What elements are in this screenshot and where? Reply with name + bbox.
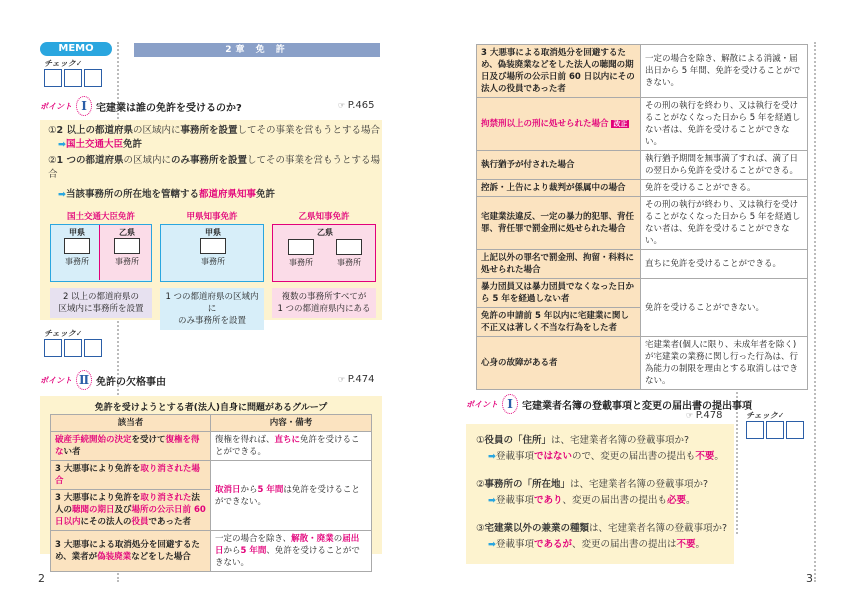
- answer-highlight: であり: [533, 495, 563, 506]
- table-cell: [51, 432, 211, 461]
- cell-highlight: 役員: [131, 517, 149, 527]
- office-icon: [336, 239, 362, 255]
- org-caption: [160, 288, 264, 330]
- caption-line: 1 つの都道府県内にある: [277, 304, 371, 314]
- office-house-b: [105, 227, 149, 267]
- case-bold: 1 つの都道府県: [56, 155, 124, 166]
- question-number: ②: [476, 479, 485, 490]
- table-cell: 一定の場合を除き、解散による消滅・届出日から 5 年間、免許を受けることができない。: [641, 45, 808, 98]
- prefecture-label: 乙県: [119, 228, 135, 237]
- answer-2: [488, 494, 696, 508]
- answer-highlight: 不要: [695, 451, 715, 462]
- table-cell: その刑の執行が終わり、又は執行を受けることがなくなった日から 5 年を経過しない者は、免許を受けることができない。: [641, 197, 808, 250]
- point2-header: [40, 370, 166, 390]
- table-cell: 暴力団員又は暴力団員でなくなった日から 5 年を経過しない者: [477, 279, 641, 308]
- arrow-right-icon: ➡: [58, 139, 66, 150]
- cell-highlight: 取り消された: [140, 493, 192, 503]
- page-number: 3: [806, 572, 813, 585]
- cell-highlight: 解散・廃業: [291, 534, 334, 544]
- revision-badge: 改正: [613, 120, 628, 128]
- case-text: してその事業を営もうとする場合: [48, 155, 380, 180]
- cell-text: は免許を受けることができない。: [215, 484, 360, 507]
- question-bold: 役員の「住所」: [484, 435, 552, 446]
- question-1: [476, 434, 689, 448]
- cell-text: にその法人の: [80, 517, 132, 527]
- case-line-2: [48, 154, 382, 182]
- office-icon: [64, 238, 90, 254]
- caption-line: 1 つの都道府県の区域内に: [165, 292, 259, 314]
- cell-text: 及び: [114, 505, 132, 515]
- answer-highlight: 都道府県知事: [198, 189, 256, 200]
- check-area-2: [44, 328, 104, 357]
- table-cell: [477, 98, 641, 151]
- table-cell: 免許を受けることができる。: [641, 180, 808, 197]
- answer-text: 登載事項: [495, 539, 534, 550]
- answer-suffix: 免許: [122, 139, 142, 150]
- cell-text: 3 大悪事により免許を: [55, 464, 141, 474]
- page-reference: [686, 410, 722, 421]
- case-bold: 事務所を設置: [180, 125, 238, 136]
- office-icon: [114, 238, 140, 254]
- cell-highlight: 5 年間: [257, 484, 284, 495]
- case-line-1: [48, 124, 380, 138]
- prefecture-shape: [160, 224, 264, 282]
- answer-1: [488, 450, 724, 464]
- table-cell: 直ちに免許を受けることができる。: [641, 250, 808, 279]
- question-3: [476, 522, 727, 536]
- point1-box: [40, 120, 382, 326]
- arrow-right-icon: ➡: [58, 189, 66, 200]
- answer-3: [488, 538, 705, 552]
- table-cell: 上記以外の罪名で罰金刑、拘留・科料に処せられた場合: [477, 250, 641, 279]
- point-number-icon: Ⅱ: [76, 370, 92, 390]
- case-text: してその事業を営もうとする場合: [237, 125, 380, 136]
- table-cell: [211, 432, 372, 461]
- point1-header: [40, 96, 242, 116]
- answer-highlight: ではない: [533, 451, 572, 462]
- arrow-right-icon: ➡: [488, 495, 496, 506]
- cell-text: 復権を得れば、: [215, 435, 275, 445]
- point3-box: [466, 424, 734, 564]
- table-cell: 執行猶予が付された場合: [477, 151, 641, 180]
- cell-highlight: 復権を得な: [55, 435, 200, 457]
- cell-highlight: 場所の公示日前 60 日以内: [55, 505, 206, 527]
- table-row: [51, 432, 372, 461]
- prefecture-label: 乙県: [317, 228, 333, 237]
- table-cell: 執行猶予期間を無事満了すれば、満了日の翌日から免許を受けることができる。: [641, 151, 808, 180]
- table-row: [477, 279, 808, 308]
- table-row: [477, 197, 808, 250]
- answer-highlight: 必要: [667, 495, 687, 506]
- check-label: チェック✓: [44, 329, 83, 338]
- point-badge: ポイント: [466, 399, 498, 409]
- table-cell: 免許の申請前 5 年以内に宅建業に関し不正又は著しく不当な行為をした者: [477, 308, 641, 337]
- cell-text: 法人の: [55, 493, 200, 515]
- page-number: 2: [38, 572, 45, 585]
- table-row: [51, 531, 372, 572]
- question-text: は、宅建業者名簿の登載事項か?: [589, 523, 728, 534]
- table-row: [477, 151, 808, 180]
- table-cell: 宅建業者(個人に限り、未成年者を除く)が宅建業の業務に関し行った行為は、行為能力の制限を理由とする取消しはできない。: [641, 337, 808, 390]
- table-cell: [51, 461, 211, 490]
- question-bold: 事務所の「所在地」: [484, 479, 571, 490]
- office-label: 事務所: [65, 257, 89, 266]
- reference-page: P.478: [695, 410, 723, 421]
- prefecture-label: 甲県: [205, 228, 221, 237]
- question-number: ③: [476, 523, 485, 534]
- reference-icon: ☞: [338, 375, 346, 384]
- answer-highlight: であるが: [533, 539, 572, 550]
- question-text: は、宅建業者名簿の登載事項か?: [551, 435, 690, 446]
- check-box[interactable]: [44, 339, 62, 357]
- cell-highlight: 偽装廃業: [97, 552, 132, 562]
- memo-divider: [814, 42, 816, 582]
- reference-icon: ☞: [686, 411, 694, 420]
- case-number: ②: [48, 155, 57, 166]
- caption-line: 2 以上の都道府県の: [62, 292, 140, 302]
- table-cell: [51, 490, 211, 531]
- case-bold: 2 以上の都道府県: [56, 125, 133, 136]
- answer-text: 、変更の届出書の提出は: [572, 539, 677, 550]
- answer-text: 、変更の届出書の提出も: [562, 495, 668, 506]
- case-text: の区域内に: [132, 125, 181, 136]
- table-row: [477, 180, 808, 197]
- answer-line-2: [58, 188, 275, 202]
- cell-text: を受けて: [131, 435, 166, 445]
- cell-highlight: 取消日: [215, 484, 241, 495]
- point-title: 宅建業は誰の免許を受けるのか?: [96, 102, 242, 114]
- office-icon: [288, 239, 314, 255]
- answer-highlight: 不要: [676, 539, 696, 550]
- org-caption: [50, 288, 152, 318]
- cell-highlight: 5 年間: [240, 546, 267, 556]
- table-cell: 3 大悪事による取消処分を回避するため、偽装廃業などをした法人の聴聞の期日及び場所の公示日前 60 日以内にその法人の役員であった者: [477, 45, 641, 98]
- cell-text: 3 大悪事による取消処分を回避するため、業者が: [55, 540, 200, 562]
- office-icon: [200, 238, 226, 254]
- point-title: 免許の欠格事由: [96, 376, 166, 388]
- cell-highlight: 拘禁刑以上の刑に処せられた場合: [481, 119, 609, 129]
- table-cell: [51, 531, 211, 572]
- org-heading: 乙県知事免許: [298, 212, 350, 222]
- arrow-right-icon: ➡: [488, 451, 496, 462]
- cell-highlight: 取り消された場合: [55, 464, 200, 486]
- column-header: 内容・備考: [211, 415, 372, 432]
- table-cell: 免許を受けることができない。: [641, 279, 808, 337]
- point-badge: ポイント: [40, 375, 72, 385]
- office-house-a: [55, 227, 99, 267]
- case-number: ①: [48, 125, 57, 136]
- answer-text: 登載事項: [495, 451, 534, 462]
- check-box[interactable]: [84, 69, 102, 87]
- table-cell: [211, 461, 372, 531]
- check-box[interactable]: [84, 339, 102, 357]
- org-diagram-pref-a: [160, 210, 264, 326]
- answer-text: 登載事項: [495, 495, 534, 506]
- cell-text: などをした場合: [131, 552, 191, 562]
- cell-text: の: [333, 534, 343, 544]
- check-label: チェック✓: [44, 59, 83, 68]
- table-row: [477, 250, 808, 279]
- cell-text: 3 大悪事により免許を: [55, 493, 141, 503]
- arrow-right-icon: ➡: [488, 539, 496, 550]
- point-number-icon: Ⅰ: [76, 96, 92, 116]
- point-badge: ポイント: [40, 101, 72, 111]
- point2-box: [40, 396, 382, 568]
- question-text: は、宅建業者名簿の登載事項か?: [570, 479, 709, 490]
- question-bold: 宅建業以外の兼業の種類: [484, 523, 590, 534]
- caption-line: のみ事務所を設置: [177, 316, 246, 326]
- point-number-icon: Ⅰ: [502, 394, 518, 414]
- office-label: 事務所: [115, 257, 139, 266]
- chapter-header: 2章 免 許: [134, 43, 380, 57]
- office-house: [191, 227, 235, 267]
- cell-highlight: 届出日: [215, 534, 360, 556]
- org-heading: 国土交通大臣免許: [66, 212, 135, 222]
- cell-text: であった者: [148, 517, 191, 527]
- prefecture-label: 甲県: [69, 228, 85, 237]
- page-reference: [338, 374, 374, 385]
- answer-text: 。: [695, 539, 706, 550]
- table-cell: 宅建業法違反、一定の暴力的犯罪、背任罪、背任罪で罰金刑に処せられた場合: [477, 197, 641, 250]
- cell-text: 、免許を受けることができない。: [215, 546, 360, 568]
- disqualification-table: [50, 414, 372, 572]
- answer-prefix: 当該事務所の所在地を管轄する: [65, 189, 199, 200]
- check-box[interactable]: [44, 69, 62, 87]
- office-label: 事務所: [289, 258, 313, 267]
- table-cell: 控訴・上告により裁判が係属中の場合: [477, 180, 641, 197]
- org-heading: 甲県知事免許: [186, 212, 238, 222]
- office-house-2: [327, 239, 371, 268]
- table-cell: [211, 531, 372, 572]
- cell-text: い者: [63, 447, 81, 457]
- check-area-1: [44, 58, 104, 87]
- table-row: [477, 337, 808, 390]
- check-box[interactable]: [64, 69, 82, 87]
- question-2: [476, 478, 708, 492]
- check-box[interactable]: [746, 421, 764, 439]
- disqualification-table-continued: [476, 44, 808, 390]
- table-row: [477, 45, 808, 98]
- reference-icon: ☞: [338, 101, 346, 110]
- reference-page: P.465: [347, 100, 375, 111]
- caption-line: 複数の事務所すべてが: [281, 292, 367, 302]
- case-text: の区域内に: [123, 155, 171, 166]
- point-title: 宅建業者名簿の登載事項と変更の届出書の提出事項: [522, 400, 752, 412]
- reference-page: P.474: [347, 374, 375, 385]
- prefecture-shape: [50, 224, 152, 282]
- cell-text: から: [223, 546, 241, 556]
- column-header: 該当者: [51, 415, 211, 432]
- answer-text: 。: [686, 495, 696, 506]
- org-diagram-minister: [50, 210, 152, 314]
- answer-suffix: 免許: [256, 189, 276, 200]
- cell-text: から: [240, 484, 258, 495]
- check-box[interactable]: [766, 421, 784, 439]
- check-area-3: [746, 410, 806, 439]
- table-cell: その刑の執行を終わり、又は執行を受けることがなくなった日から 5 年を経過しない者は、免許を受けることができない。: [641, 98, 808, 151]
- question-number: ①: [476, 435, 485, 446]
- table-row: [51, 461, 372, 490]
- office-label: 事務所: [201, 257, 225, 266]
- office-house: [303, 227, 347, 238]
- check-box[interactable]: [786, 421, 804, 439]
- case-bold: のみ事務所を設置: [170, 155, 247, 166]
- check-label: チェック✓: [746, 411, 785, 420]
- caption-line: 区域内に事務所を設置: [58, 304, 144, 314]
- cell-highlight: 破産手続開始の決定: [55, 435, 132, 445]
- memo-label: MEMO: [40, 42, 112, 56]
- answer-text: 。: [714, 451, 724, 462]
- org-diagram-pref-b: [272, 210, 376, 314]
- answer-line-1: [58, 138, 142, 152]
- cell-text: 一定の場合を除き、: [215, 534, 292, 544]
- cell-highlight: 直ちに: [274, 435, 301, 445]
- check-box[interactable]: [64, 339, 82, 357]
- office-house-1: [279, 239, 323, 268]
- group-title: 免許を受けようとする者(法人)自身に問題があるグループ: [94, 403, 328, 413]
- table-cell: 心身の故障がある者: [477, 337, 641, 390]
- office-label: 事務所: [337, 258, 361, 267]
- cell-text: 免許を受けることができる。: [215, 435, 360, 457]
- answer-highlight: 国土交通大臣: [65, 139, 123, 150]
- org-caption: [272, 288, 376, 318]
- answer-text: ので、変更の届出書の提出も: [572, 451, 696, 462]
- prefecture-shape: [272, 224, 376, 282]
- cell-highlight: 聴聞の期日: [72, 505, 115, 515]
- table-row: [477, 98, 808, 151]
- page-reference: [338, 100, 374, 111]
